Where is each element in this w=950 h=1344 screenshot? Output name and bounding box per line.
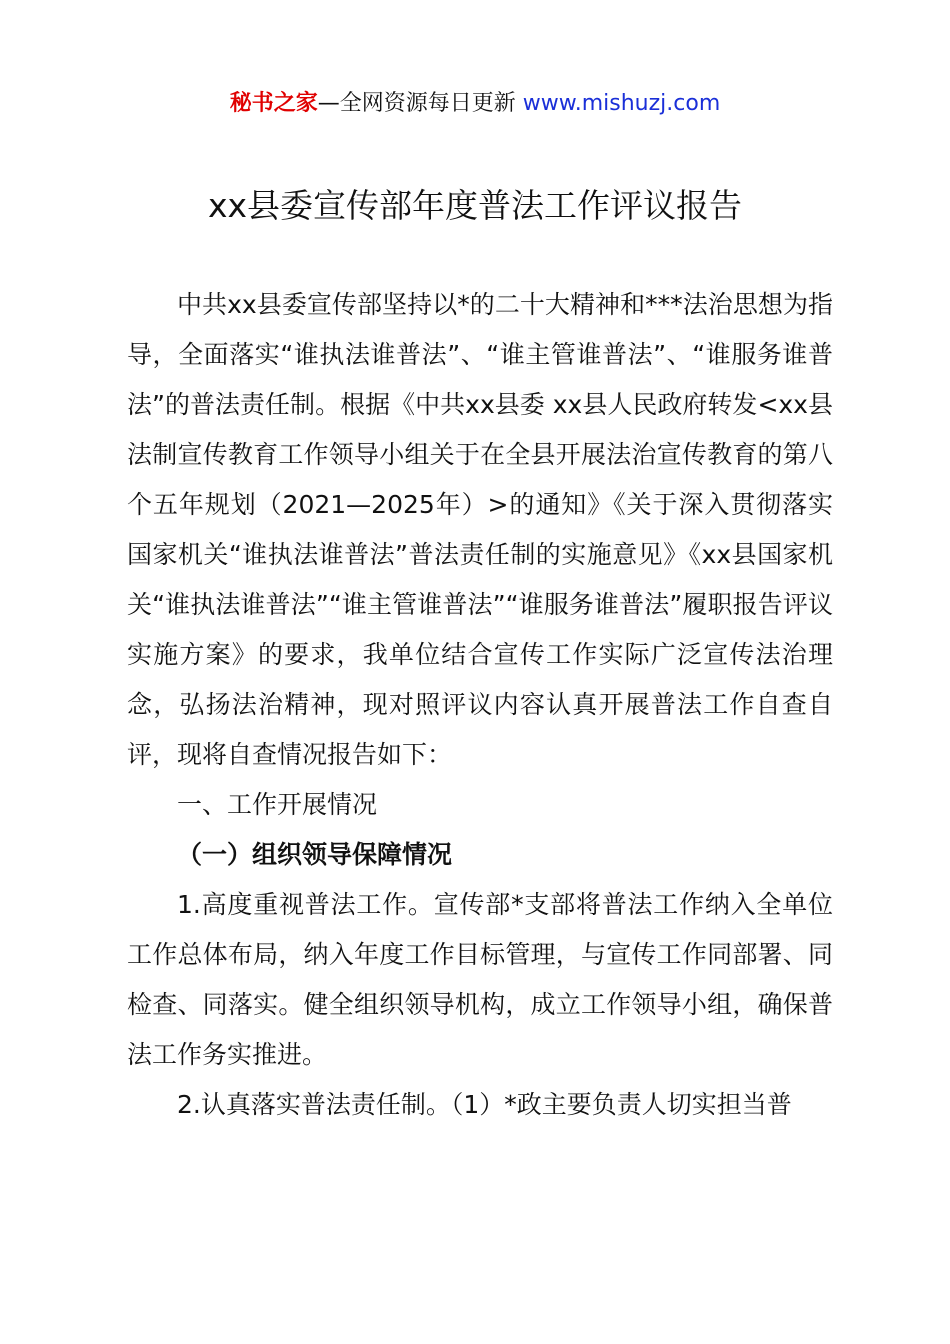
brand-name: 秘书之家 [229, 91, 318, 116]
intro-paragraph: 中共xx县委宣传部坚持以*的二十大精神和***法治思想为指导，全面落实“谁执法谁普法”、“谁主管谁普法”、“谁服务谁普法”的普法责任制。根据《中共xx县委 xx县人民政府转发<xx县法制宣传教育工作领导小组关于在全县开展法治宣传教育的第八个五年规划（2021—2025年）>的通知》《关于深入贯彻落实国家机关“谁执法谁普法”普法责任制的实施意见》《xx县国家机关“谁执法谁普法”“谁主管谁普法”“谁服务谁普法”履职报告评议实施方案》的要求，我单位结合宣传工作实际广泛宣传法治理念，弘扬法治精神，现对照评议内容认真开展普法工作自查自评，现将自查情况报告如下： [127, 290, 833, 769]
body-paragraph: 2.认真落实普法责任制。（1）*政主要负责人切实担当普 [177, 1090, 792, 1119]
subsection-heading: （一）组织领导保障情况 [177, 840, 453, 869]
section-heading: 一、工作开展情况 [177, 790, 378, 819]
document-body [127, 280, 833, 1130]
watermark-header [0, 88, 950, 120]
site-url[interactable]: www.mishuzj.com [522, 91, 721, 116]
document-title: xx县委宣传部年度普法工作评议报告 [207, 186, 743, 225]
header-tagline: —全网资源每日更新 [317, 91, 516, 116]
body-paragraph: 1.高度重视普法工作。宣传部*支部将普法工作纳入全单位工作总体布局，纳入年度工作目标管理，与宣传工作同部署、同检查、同落实。健全组织领导机构，成立工作领导小组，确保普法工作务实推进。 [127, 890, 833, 1069]
